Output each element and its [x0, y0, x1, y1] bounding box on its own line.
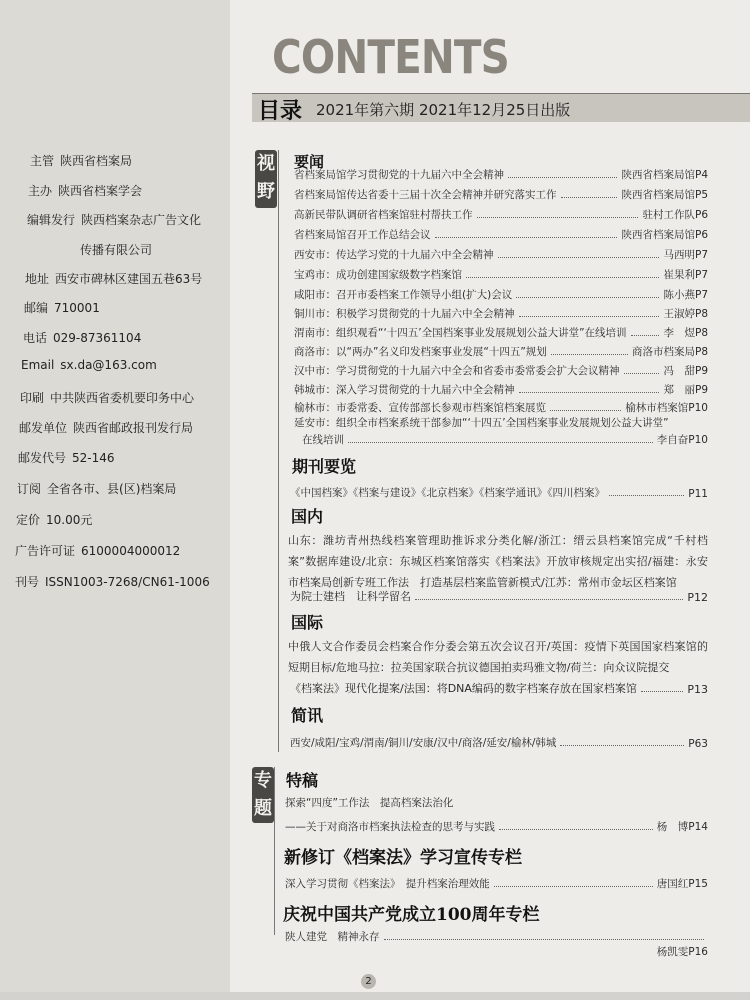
colophon-sponsor: 主办 陕西省档案学会	[28, 184, 143, 198]
section-divider-special	[274, 767, 275, 935]
leader-dots	[624, 373, 660, 374]
section-title-domestic: 国内	[291, 507, 324, 526]
section-divider-vision	[278, 150, 279, 752]
leader-dots	[499, 829, 653, 830]
colophon-subscription: 订阅 全省各市、县(区)档案局	[17, 482, 177, 496]
toc-entry[interactable]: 宝鸡市：成功创建国家级数字档案馆 崔果利P7	[294, 269, 708, 281]
leader-dots	[519, 316, 660, 317]
colophon-publisher-cont: 传播有限公司	[80, 243, 153, 257]
issue-info: 2021年第六期 2021年12月25日出版	[316, 101, 571, 119]
toc-entry[interactable]: 省档案局馆学习贯彻党的十九届六中全会精神 陕西省档案局馆P4	[294, 169, 708, 181]
section-tag-special: 专 题	[252, 767, 274, 823]
toc-entry[interactable]: 商洛市：以“两办”名义印发档案事业发展“十四五”规划 商洛市档案局P8	[294, 346, 708, 358]
toc-entry[interactable]: 高新民带队调研省档案馆驻村帮扶工作 驻村工作队P6	[294, 209, 708, 221]
toc-entry-multiline[interactable]: 延安市：组织全市档案系统干部参加“‘十四五’全国档案事业发展规划公益大讲堂”	[294, 417, 669, 429]
colophon-publisher: 编辑发行 陕西档案杂志广告文化	[27, 213, 202, 227]
colophon-address: 地址 西安市碑林区建国五巷63号	[25, 272, 203, 286]
leader-dots	[348, 442, 653, 443]
section-title-brief: 简讯	[291, 706, 324, 725]
leader-dots	[494, 886, 653, 887]
leader-dots	[516, 297, 659, 298]
toc-entry[interactable]: 在线培训 李自奋P10	[302, 434, 708, 446]
leader-dots	[631, 335, 660, 336]
toc-label: 目录	[258, 99, 303, 124]
international-paragraph: 中俄人文合作委员会档案合作分委会第五次会议召开/英国：疫情下英国国家档案馆的短期目标/危地马拉：拉美国家联合抗议德国拍卖玛雅文物/荷兰：向众议院提交	[288, 640, 708, 674]
leader-dots	[435, 237, 618, 238]
colophon-ad-license: 广告许可证 6100004000012	[15, 544, 181, 558]
toc-entry[interactable]: 铜川市：积极学习贯彻党的十九届六中全会精神 王淑婷P8	[294, 308, 708, 320]
section-title-news: 要闻	[294, 153, 325, 171]
colophon-postal-code: 邮发代号 52-146	[18, 451, 115, 465]
colophon-printer: 印刷 中共陕西省委机要印务中心	[20, 391, 195, 405]
section-title-party-anniversary: 庆祝中国共产党成立100周年专栏	[283, 905, 540, 925]
leader-dots	[560, 745, 684, 746]
section-title-international: 国际	[291, 613, 324, 632]
section-title-archive-law: 新修订《档案法》学习宣传专栏	[284, 848, 522, 868]
section-title-journals: 期刊要览	[292, 457, 357, 476]
leader-dots	[551, 354, 628, 355]
colophon-supervisor: 主管 陕西省档案局	[30, 154, 133, 168]
toc-entry[interactable]: 省档案局馆传达省委十三届十次全会精神并研究落实工作 陕西省档案局馆P5	[294, 189, 708, 201]
colophon-price: 定价 10.00元	[16, 513, 93, 527]
toc-entry[interactable]: ——关于对商洛市档案执法检查的思考与实践 杨 博P14	[285, 821, 708, 833]
toc-entry[interactable]: 西安/咸阳/宝鸡/渭南/铜川/安康/汉中/商洛/延安/榆林/韩城 P63	[290, 737, 708, 750]
leader-dots	[609, 495, 684, 496]
leader-dots	[550, 410, 621, 411]
section-title-feature: 特稿	[286, 771, 319, 790]
leader-dots	[561, 197, 618, 198]
toc-entry[interactable]: 汉中市：学习贯彻党的十九届六中全会和省委市委常委会扩大会议精神 冯 甜P9	[294, 365, 708, 377]
contents-title: CONTENTS	[272, 30, 509, 84]
colophon-postcode: 邮编 710001	[24, 301, 100, 315]
toc-entry-author: 杨凯雯P16	[656, 946, 708, 958]
domestic-paragraph: 山东：潍坊青州热线档案管理助推诉求分类化解/浙江：缙云县档案馆完成“千村档案”数据库建设/北京：东城区档案馆落实《档案法》开放审核规定出实招/福建：永安市档案局创新专班工作法 打造基层档案监管新模式/江苏：常州市金坛区档案馆	[288, 534, 708, 589]
toc-entry[interactable]: 榆林市：市委常委、宣传部部长参观市档案馆档案展览 榆林市档案馆P10	[294, 402, 708, 414]
toc-entry[interactable]: 深入学习贯彻《档案法》 提升档案治理效能 唐国红P15	[285, 878, 708, 890]
leader-dots	[415, 599, 683, 600]
toc-entry-multiline[interactable]: 探索“四度”工作法 提高档案法治化	[285, 797, 454, 809]
page-number: 2	[361, 974, 376, 989]
toc-entry-multiline[interactable]: 陕人建党 精神永存	[285, 928, 708, 944]
toc-header-bar	[252, 93, 750, 122]
leader-dots	[641, 691, 683, 692]
section-tag-vision: 视 野	[255, 150, 277, 208]
toc-entry[interactable]: 咸阳市：召开市委档案工作领导小组(扩大)会议 陈小燕P7	[294, 289, 708, 301]
leader-dots	[477, 217, 639, 218]
leader-dots	[519, 392, 660, 393]
toc-entry[interactable]: 韩城市：深入学习贯彻党的十九届六中全会精神 郑 丽P9	[294, 384, 708, 396]
leader-dots	[384, 939, 705, 940]
page-bottom-edge	[0, 992, 750, 1000]
leader-dots	[498, 257, 660, 258]
colophon-email: Email sx.da@163.com	[21, 358, 157, 372]
toc-entry[interactable]: 《档案法》现代化提案/法国：将DNA编码的数字档案存放在国家档案馆 P13	[290, 682, 708, 696]
leader-dots	[508, 177, 617, 178]
colophon-phone: 电话 029-87361104	[23, 331, 142, 345]
colophon-distributor: 邮发单位 陕西省邮政报刊发行局	[19, 421, 194, 435]
toc-entry[interactable]: 省档案局馆召开工作总结会议 陕西省档案局馆P6	[294, 229, 708, 241]
toc-entry[interactable]: 西安市：传达学习党的十九届六中全会精神 马西明P7	[294, 249, 708, 261]
left-page	[0, 0, 230, 1000]
toc-entry[interactable]: 渭南市：组织观看“‘十四五’全国档案事业发展规划公益大讲堂”在线培训 李 煜P8	[294, 327, 708, 339]
leader-dots	[466, 277, 659, 278]
toc-entry[interactable]: 《中国档案》《档案与建设》《北京档案》《档案学通讯》《四川档案》 P11	[290, 487, 708, 500]
colophon-issn: 刊号 ISSN1003-7268/CN61-1006	[15, 575, 210, 589]
toc-entry[interactable]: 为院士建档 让科学留名 P12	[290, 590, 708, 604]
